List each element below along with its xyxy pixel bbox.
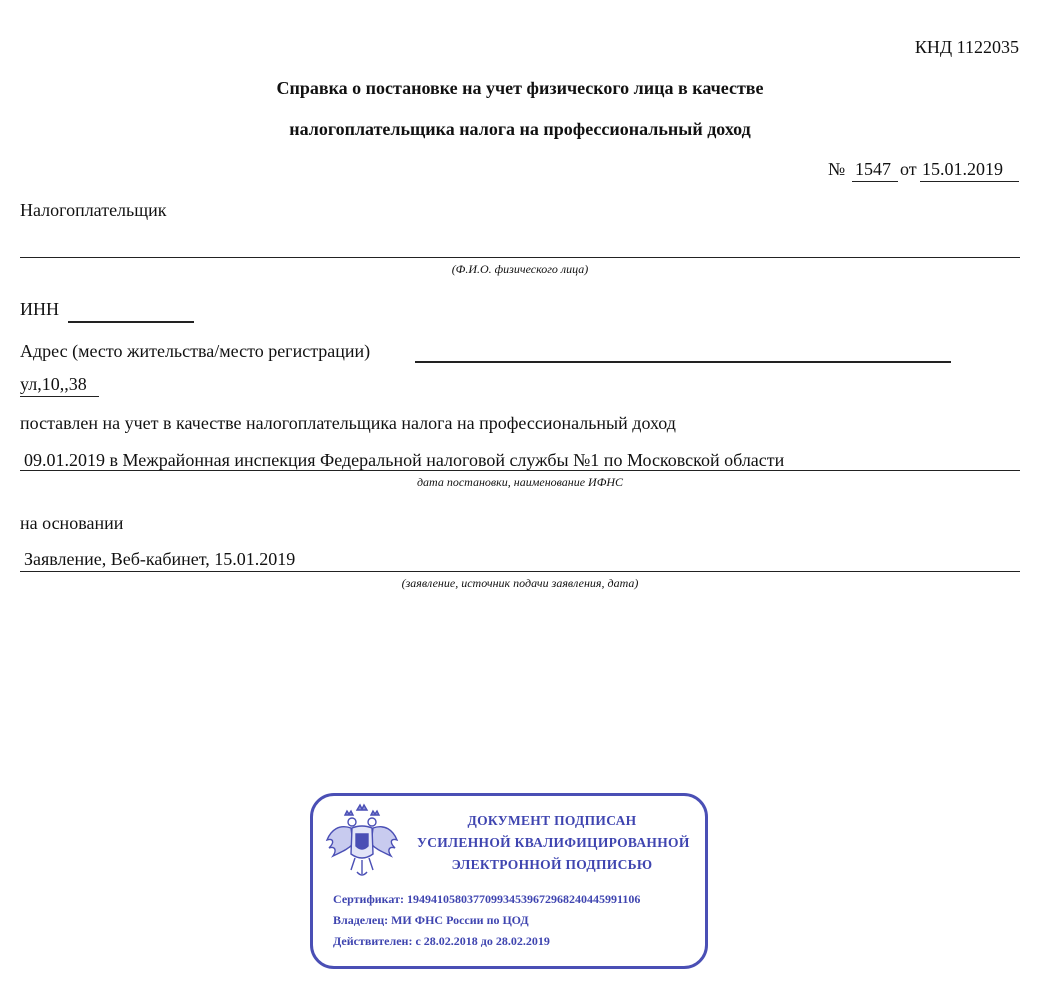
stamp-title-line2: УСИЛЕННОЙ КВАЛИФИЦИРОВАННОЙ	[417, 835, 690, 850]
russian-coat-of-arms-icon	[321, 800, 403, 882]
registration-label: поставлен на учет в качестве налогоплательщика налога на профессиональный доход	[20, 413, 676, 433]
basis-value: Заявление, Веб-кабинет, 15.01.2019	[24, 549, 296, 569]
basis-label: на основании	[20, 513, 124, 533]
signature-stamp	[310, 793, 708, 969]
registration-value: 09.01.2019 в Межрайонная инспекция Федеральной налоговой службы №1 по Московской области	[24, 450, 785, 470]
stamp-title-line3: ЭЛЕКТРОННОЙ ПОДПИСЬЮ	[451, 857, 653, 872]
inn-line	[68, 321, 194, 323]
document-title-line1: Справка о постановке на учет физического лица в качестве	[276, 78, 764, 98]
address-label: Адрес (место жительства/место регистрации)	[20, 341, 371, 361]
date-prefix: от	[900, 159, 917, 179]
certificate-date-underline	[920, 181, 1019, 182]
taxpayer-fio-caption: (Ф.И.О. физического лица)	[451, 262, 589, 276]
certificate-date: 15.01.2019	[922, 159, 1003, 179]
inn-label: ИНН	[20, 299, 59, 319]
certificate-number: 1547	[855, 159, 891, 179]
stamp-certificate: Сертификат: 194941058037709934539672968240445991106	[333, 892, 641, 906]
document-title-line2: налогоплательщика налога на профессиональный доход	[289, 119, 751, 139]
address-value: ул,10,,38	[20, 374, 87, 394]
registration-line	[20, 470, 1020, 471]
address-line	[415, 361, 951, 363]
address-value-underline	[20, 396, 99, 397]
form-code: КНД 1122035	[914, 37, 1019, 57]
stamp-owner: Владелец: МИ ФНС России по ЦОД	[333, 913, 529, 927]
registration-caption: дата постановки, наименование ИФНС	[416, 475, 624, 489]
certificate-number-underline	[852, 181, 898, 182]
basis-line	[20, 571, 1020, 572]
stamp-title-line1: ДОКУМЕНТ ПОДПИСАН	[467, 813, 637, 828]
taxpayer-label: Налогоплательщик	[20, 200, 167, 220]
basis-caption: (заявление, источник подачи заявления, дата)	[401, 576, 639, 590]
taxpayer-fio-line	[20, 257, 1020, 258]
number-sign: №	[828, 159, 846, 179]
stamp-validity: Действителен: с 28.02.2018 до 28.02.2019	[333, 934, 550, 948]
